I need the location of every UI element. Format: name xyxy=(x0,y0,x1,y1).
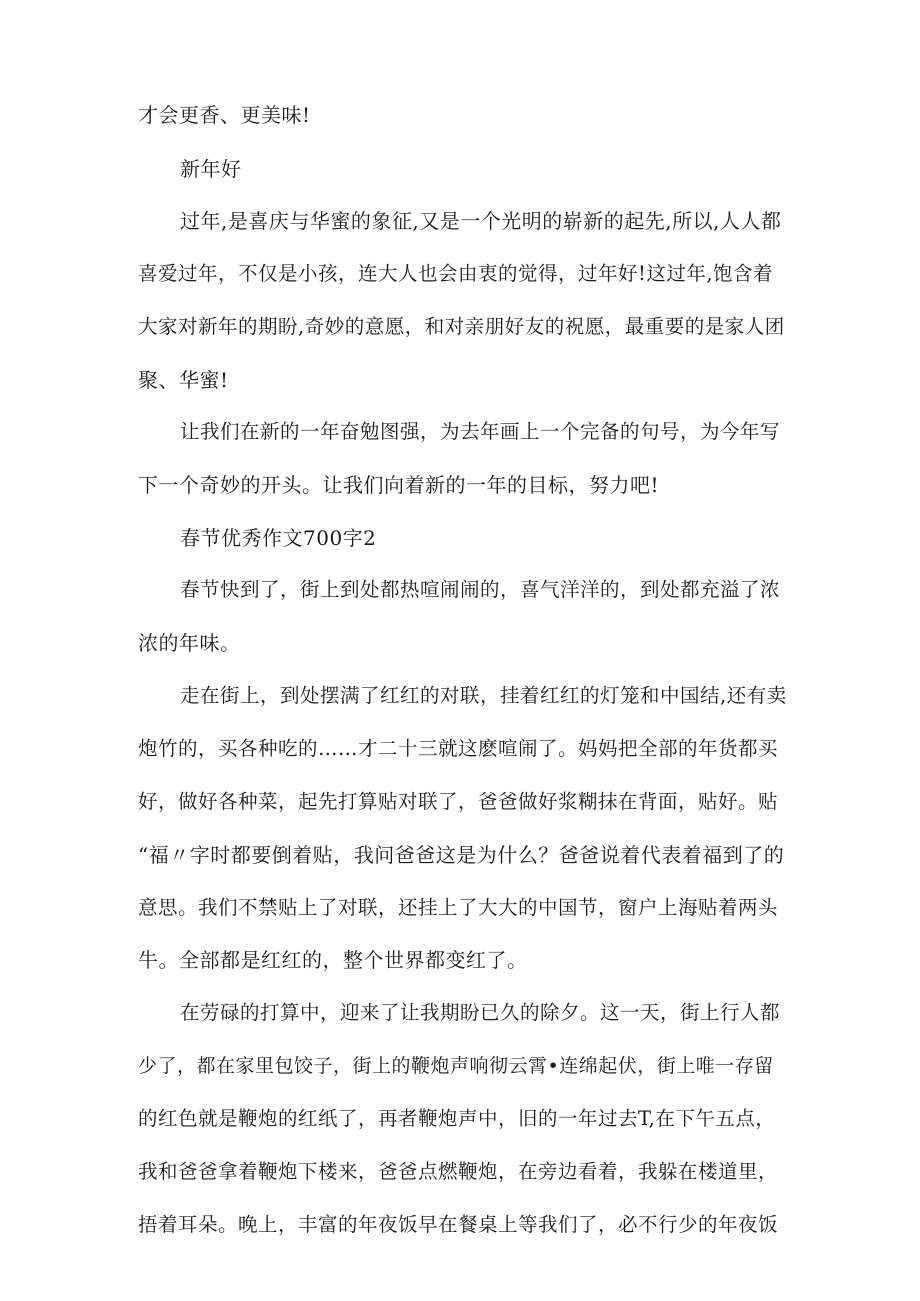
text-line: 好，做好各种菜，起先打算贴对联了，爸爸做好浆糊抹在背面，贴好。贴 xyxy=(138,790,779,813)
text-line: 浓的年味。 xyxy=(138,631,241,655)
text-line: 聚、华蜜! xyxy=(138,368,229,392)
text-line: “福〃字时都要倒着贴，我问爸爸这是为什么？爸爸说着代表着福到了的 xyxy=(138,843,785,867)
text-line: 才会更香、更美味! xyxy=(138,103,311,127)
text-line: 让我们在新的一年奋勉图强，为去年画上一个完备的句号，为今年写 xyxy=(180,420,781,443)
text-line: 在劳碌的打算中，迎来了让我期盼已久的除夕。这一天，街上行人都 xyxy=(180,1001,781,1024)
text-line: 喜爱过年，不仅是小孩，连大人也会由衷的觉得，过年好!这过年,饱含着 xyxy=(138,262,774,285)
text-line: 过年,是喜庆与华蜜的象征,又是一个光明的崭新的起先,所以,人人都 xyxy=(180,209,782,233)
text-line: 捂着耳朵。晚上，丰富的年夜饭早在餐桌上等我们了，必不行少的年夜饭 xyxy=(138,1213,779,1236)
section-heading: 春节优秀作文700字2 xyxy=(180,526,377,550)
text-line: 牛。全部都是红红的，整个世界都变红了。 xyxy=(138,948,528,972)
text-line: 走在街上，到处摆满了红红的对联，挂着红红的灯笼和中国结,还有卖 xyxy=(180,684,787,707)
text-line: 我和爸爸拿着鞭炮下楼来，爸爸点燃鞭炮，在旁边看着，我躲在楼道里， xyxy=(138,1160,779,1183)
text-line: 少了，都在家里包饺子，街上的鞭炮声响彻云霄•连绵起伏，街上唯一存留 xyxy=(138,1055,774,1077)
section-heading: 新年好 xyxy=(180,157,242,181)
text-line: 大家对新年的期盼,奇妙的意愿，和对亲朋好友的祝愿，最重要的是家人团 xyxy=(138,315,785,338)
text-line: 下一个奇妙的开头。让我们向着新的一年的目标，努力吧! xyxy=(138,473,660,497)
text-line: 意思。我们不禁贴上了对联，还挂上了大大的中国节，窗户上海贴着两头 xyxy=(138,896,779,919)
text-line: 炮竹的，买各种吃的……才二十三就这麽喧闹了。妈妈把全部的年货都买 xyxy=(138,737,779,760)
text-line: 春节快到了，街上到处都热喧闹闹的，喜气洋洋的，到处都充溢了浓 xyxy=(180,578,781,601)
text-line: 的红色就是鞭炮的红纸了，再者鞭炮声中，旧的一年过去T,在下午五点， xyxy=(138,1107,776,1130)
